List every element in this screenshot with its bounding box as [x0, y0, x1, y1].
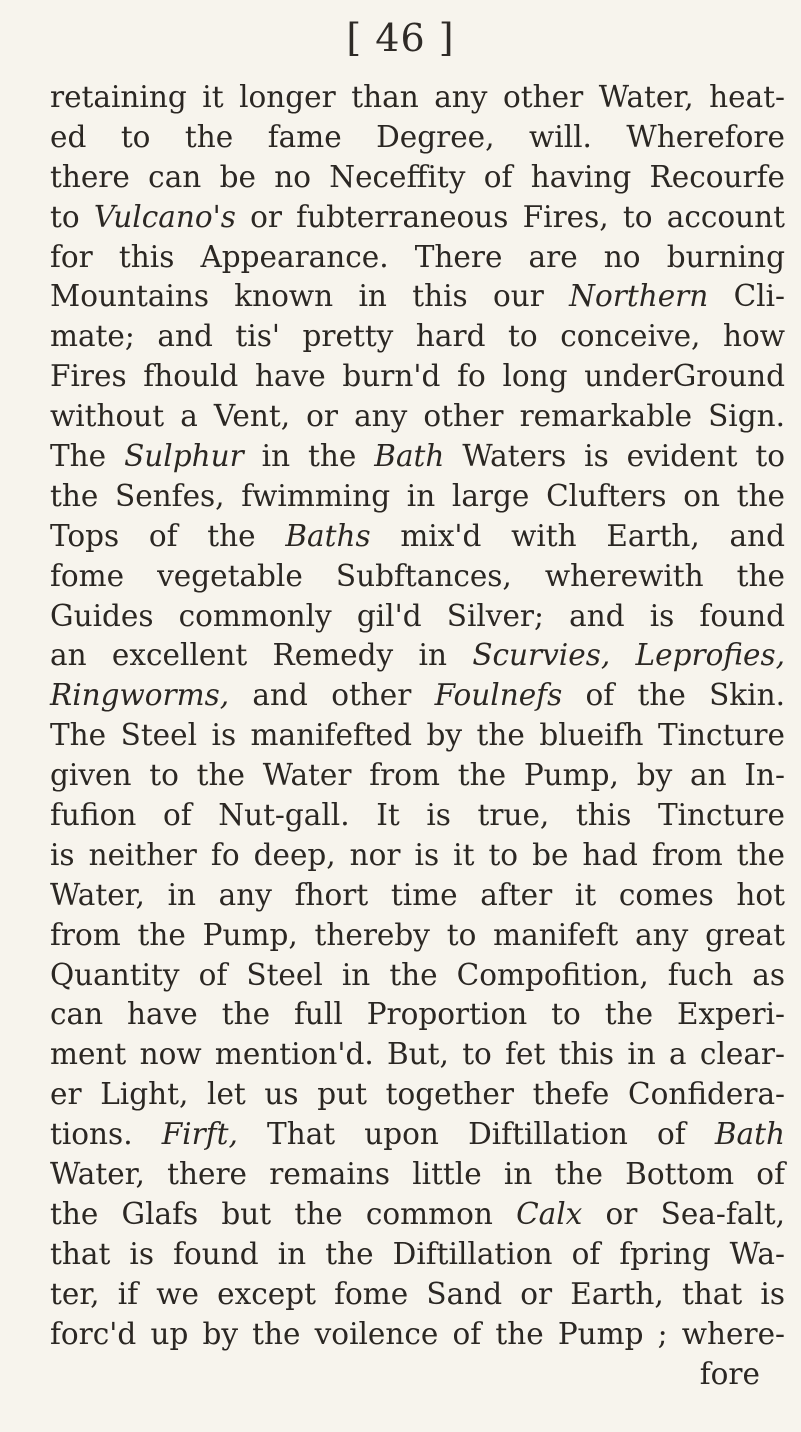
text-line	[50, 995, 785, 1035]
text-line	[50, 1155, 785, 1195]
text-segment: in the	[243, 439, 375, 474]
italic-text: Northern	[569, 279, 709, 314]
text-segment: Tops of the	[50, 518, 286, 553]
italic-text: Scurvies, Leprofies,	[472, 638, 786, 673]
text-segment: mate; and tis' pretty hard to conceive, how	[50, 319, 785, 354]
text-segment: Mountains known in this our	[50, 279, 570, 314]
italic-text: Bath	[374, 439, 445, 474]
text-segment: there can be no Neceffity of having Recourfe	[50, 159, 785, 194]
text-segment: That upon Diftillation of	[237, 1117, 715, 1152]
text-segment: fufion of Nut-gall. It is true, this Tincture	[50, 798, 785, 833]
text-segment: Cli-	[708, 279, 785, 314]
italic-text: Calx	[516, 1196, 583, 1231]
text-segment: mix'd with Earth, and	[370, 518, 786, 553]
italic-text: Baths	[285, 518, 371, 553]
text-line	[50, 756, 785, 796]
text-line	[50, 1115, 785, 1155]
text-segment: ed to the fame Degree, will. Wherefore	[50, 119, 785, 154]
text-segment: the Glafs but the common	[50, 1196, 517, 1231]
text-segment: without a Vent, or any other remarkable Sign.	[50, 399, 785, 434]
text-segment: Guides commonly gil'd Silver; and is found	[50, 598, 785, 633]
text-line	[50, 437, 785, 477]
text-line	[50, 1075, 785, 1115]
text-line	[50, 557, 785, 597]
text-segment: retaining it longer than any other Water, heat-	[50, 80, 785, 114]
text-segment: for this Appearance. There are no burning	[50, 239, 785, 274]
text-segment: fore	[699, 1356, 760, 1391]
text-line	[50, 1195, 785, 1235]
text-segment: Fires fhould have burn'd fo long underGround	[50, 359, 785, 394]
text-line	[50, 357, 785, 397]
text-line	[50, 277, 785, 317]
text-segment: is neither fo deep, nor is it to be had from the	[50, 837, 785, 872]
text-line	[50, 317, 785, 357]
text-segment: Quantity of Steel in the Compofition, fuch as	[50, 957, 785, 992]
text-line	[50, 836, 785, 876]
text-segment: er Light, let us put together thefe Confidera-	[50, 1077, 785, 1112]
text-segment: an excellent Remedy in	[50, 638, 473, 673]
italic-text: Vulcano's	[93, 199, 236, 234]
text-line	[50, 1315, 785, 1355]
text-segment: The Steel is manifefted by the blueifh Tincture	[50, 718, 785, 753]
italic-text: Ringworms,	[50, 678, 230, 713]
text-line	[50, 1235, 785, 1275]
text-segment: given to the Water from the Pump, by an In-	[50, 758, 785, 793]
catchword	[50, 1355, 785, 1395]
text-segment: that is found in the Diftillation of fpring Wa-	[50, 1236, 785, 1271]
text-line	[50, 78, 785, 118]
text-line	[50, 597, 785, 637]
italic-text: Bath	[714, 1117, 785, 1152]
text-segment: the Senfes, fwimming in large Clufters on the	[50, 478, 785, 513]
text-line	[50, 636, 785, 676]
text-line	[50, 238, 785, 278]
italic-text: Firft,	[161, 1117, 238, 1152]
text-line	[50, 716, 785, 756]
italic-text: Foulnefs	[434, 678, 563, 713]
text-segment: or fubterraneous Fires, to account	[235, 199, 785, 234]
text-line	[50, 1275, 785, 1315]
text-segment: or Sea-falt,	[582, 1196, 785, 1231]
text-segment: Water, in any fhort time after it comes hot	[50, 877, 785, 912]
text-line	[50, 158, 785, 198]
italic-text: Sulphur	[124, 439, 244, 474]
text-line	[50, 876, 785, 916]
text-segment: Waters is evident to	[444, 439, 785, 474]
text-line	[50, 956, 785, 996]
text-line	[50, 397, 785, 437]
page-number: [ 46 ]	[346, 16, 455, 60]
text-line	[50, 517, 785, 557]
text-segment: tions.	[50, 1117, 162, 1152]
text-segment: Water, there remains little in the Bottom of	[50, 1157, 785, 1192]
text-line	[50, 477, 785, 517]
text-segment: can have the full Proportion to the Experi-	[50, 997, 785, 1032]
text-segment: ment now mention'd. But, to fet this in a clear-	[50, 1037, 785, 1072]
text-segment: forc'd up by the voilence of the Pump ; where-	[50, 1316, 785, 1351]
text-segment: and other	[229, 678, 435, 713]
text-line	[50, 118, 785, 158]
body-text	[50, 78, 785, 1394]
text-segment: fome vegetable Subftances, wherewith the	[50, 558, 785, 593]
text-segment: of the Skin.	[562, 678, 785, 713]
text-segment: to	[50, 199, 94, 234]
text-segment: ter, if we except fome Sand or Earth, that is	[50, 1276, 785, 1311]
text-segment: from the Pump, thereby to manifeft any great	[50, 917, 785, 952]
text-line	[50, 796, 785, 836]
text-line	[50, 676, 785, 716]
text-line	[50, 916, 785, 956]
text-segment: The	[50, 439, 125, 474]
text-line	[50, 1035, 785, 1075]
text-line	[50, 198, 785, 238]
